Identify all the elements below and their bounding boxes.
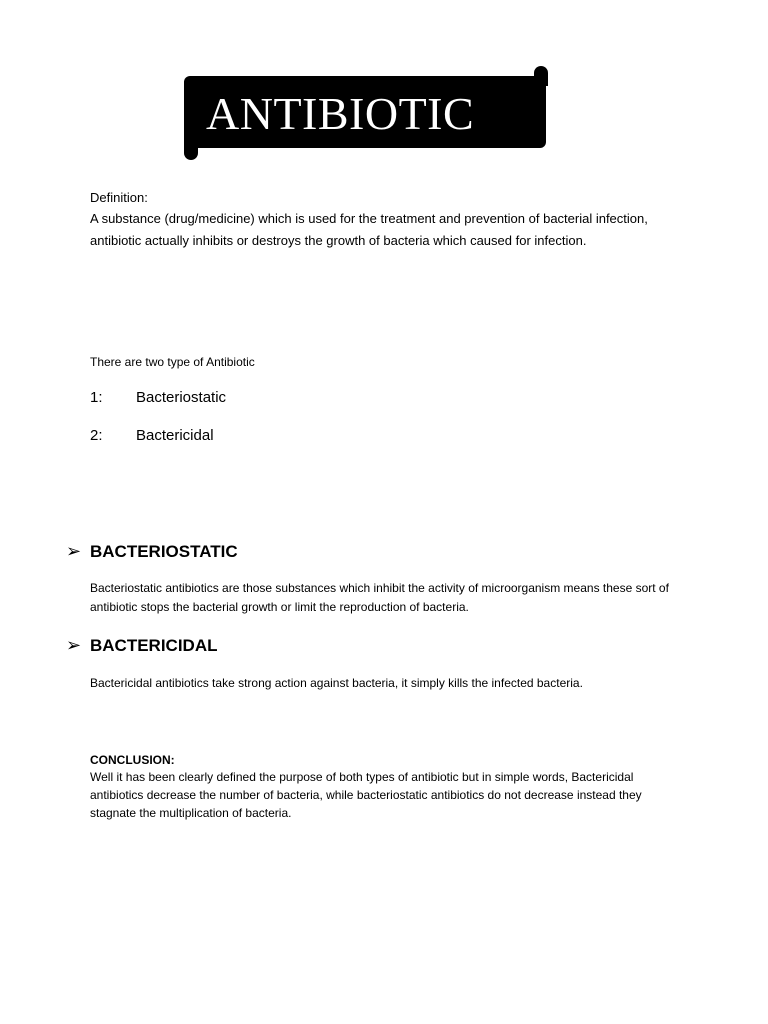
page-title: ANTIBIOTIC bbox=[206, 88, 475, 139]
arrowhead-bullet-icon: ➢ bbox=[66, 635, 82, 655]
types-intro: There are two type of Antibiotic bbox=[90, 355, 255, 369]
type-label: Bactericidal bbox=[136, 427, 214, 444]
type-label: Bacteriostatic bbox=[136, 389, 227, 406]
section-heading-label: BACTERICIDAL bbox=[90, 636, 218, 655]
arrowhead-bullet-icon: ➢ bbox=[66, 541, 82, 561]
conclusion-text: Well it has been clearly defined the purpose of both types of antibiotic but in simple words, Bactericidal antibiotics decrease the number of bacteria, while bacteriostatic antibiotics do not decrease instead they stagnate the multiplication of bacteria. bbox=[90, 770, 642, 820]
definition-label: Definition: bbox=[90, 190, 148, 205]
type-list-item bbox=[90, 388, 226, 408]
conclusion-label: CONCLUSION: bbox=[90, 753, 175, 767]
section-heading-bactericidal bbox=[66, 634, 218, 657]
type-number: 2: bbox=[90, 427, 103, 444]
section-heading-bacteriostatic bbox=[66, 540, 238, 563]
section-text-bacteriostatic: Bacteriostatic antibiotics are those substances which inhibit the activity of microorganism means these sort of antibiotic stops the bacterial growth or limit the reproduction of bacteria. bbox=[90, 581, 669, 614]
section-heading-label: BACTERIOSTATIC bbox=[90, 542, 238, 561]
banner-scroll-curl-left bbox=[184, 140, 198, 160]
definition-text: A substance (drug/medicine) which is used for the treatment and prevention of bacterial infection, antibiotic actually inhibits or destroys the growth of bacteria which caused for infection. bbox=[90, 211, 648, 248]
type-list-item bbox=[90, 426, 214, 446]
type-number: 1: bbox=[90, 389, 103, 406]
section-text-bactericidal: Bactericidal antibiotics take strong action against bacteria, it simply kills the infected bacteria. bbox=[90, 676, 583, 690]
